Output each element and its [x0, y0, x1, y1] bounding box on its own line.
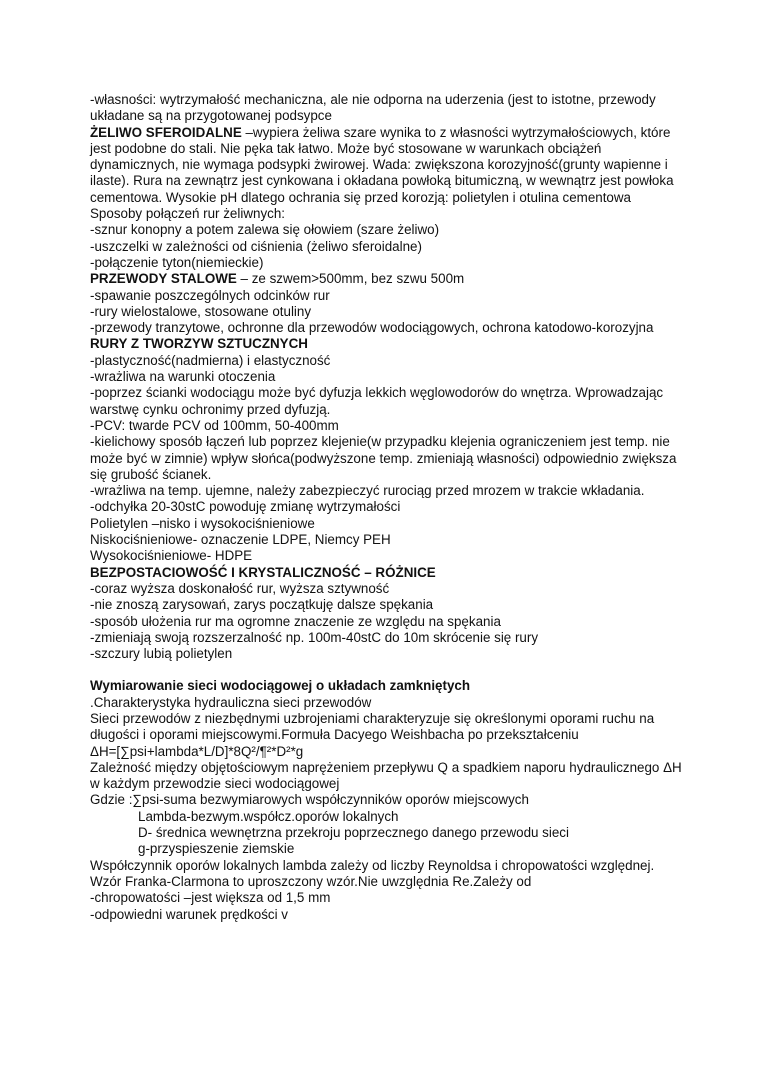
list-item: -chropowatości –jest większa od 1,5 mm: [90, 890, 331, 906]
list-item: -odpowiedni warunek prędkości v: [90, 906, 288, 922]
list-item: -zmieniają swoją rozszerzalność np. 100m-40stC do 10m skrócenie się rury: [90, 629, 539, 645]
list-item: -plastyczność(nadmierna) i elastyczność: [90, 352, 331, 368]
definition-line: D- średnica wewnętrzna przekroju poprzecznego danego przewodu sieci: [138, 825, 569, 841]
section-heading: BEZPOSTACIOWOŚĆ I KRYSTALICZNOŚĆ – RÓŻNICE: [90, 564, 436, 580]
text-line: Wzór Franka-Clarmona to uproszczony wzór.Nie uwzględnia Re.Zależy od: [90, 873, 532, 889]
definition-line: g-przyspieszenie ziemskie: [138, 841, 295, 857]
document-body: [90, 92, 690, 923]
formula-line: ΔH=[∑psi+lambda*L/D]*8Q²/¶²*D²*g: [90, 743, 304, 759]
text-paragraph: Zależność między objętościowym naprężeniem przepływu Q a spadkiem naporu hydraulicznego ΔH w każdym przewodzie sieci wodociągowej: [90, 759, 682, 792]
section-heading: PRZEWODY STALOWE: [90, 271, 237, 287]
text-paragraph: [90, 125, 690, 206]
section-heading: RURY Z TWORZYW SZTUCZNYCH: [90, 336, 308, 352]
definition-line: Lambda-bezwym.współcz.oporów lokalnych: [138, 808, 399, 824]
list-item: -sznur konopny a potem zalewa się ołowiem (szare żeliwo): [90, 222, 440, 238]
list-item: -połączenie tyton(niemieckie): [90, 254, 264, 270]
text-line: .Charakterystyka hydrauliczna sieci przewodów: [90, 694, 372, 710]
list-item: -PCV: twarde PCV od 100mm, 50-400mm: [90, 417, 339, 433]
section-heading: Wymiarowanie sieci wodociągowej o układach zamkniętych: [90, 678, 471, 694]
list-item: -uszczelki w zależności od ciśnienia (żeliwo sferoidalne): [90, 238, 422, 254]
section-heading: ŻELIWO SFEROIDALNE: [90, 124, 242, 140]
list-item: -wrażliwa na temp. ujemne, należy zabezpieczyć rurociąg przed mrozem w trakcie wkładania.: [90, 483, 645, 499]
list-item: -coraz wyższa doskonałość rur, wyższa sztywność: [90, 580, 390, 596]
text-paragraph: Sieci przewodów z niezbędnymi uzbrojeniami charakteryzuje się określonymi oporami ruchu na długości i oporami miejscowymi.Formuła Dacyego Weishbacha po przekształceniu: [90, 710, 655, 743]
list-item: -wrażliwa na warunki otoczenia: [90, 369, 276, 385]
paragraph-gap: [90, 662, 690, 678]
text-line: Sposoby połączeń rur żeliwnych:: [90, 206, 286, 222]
list-item: -szczury lubią polietylen: [90, 646, 233, 662]
list-item: -kielichowy sposób łączeń lub poprzez klejenie(w przypadku klejenia ograniczeniem jest temp. nie może być w zimnie) wpływ słońca(podwyższone temp. zmieniają własności) odpowiednio zwiększa się grubość ścianek.: [90, 434, 677, 482]
text-paragraph: Współczynnik oporów lokalnych lambda zależy od liczby Reynoldsa i chropowatości względnej.: [90, 857, 655, 873]
text-line: Gdzie :∑psi-suma bezwymiarowych współczynników oporów miejscowych: [90, 792, 529, 808]
text-line: Niskociśnieniowe- oznaczenie LDPE, Niemcy PEH: [90, 532, 391, 548]
text-line: -własności: wytrzymałość mechaniczna, ale nie odporna na uderzenia (jest to istotne, przewody układane są na przygotowanej podsypce: [90, 92, 656, 124]
list-item: -przewody tranzytowe, ochronne dla przewodów wodociągowych, ochrona katodowo-korozyjna: [90, 320, 654, 336]
paragraph-text: – ze szwem>500mm, bez szwu 500m: [236, 271, 465, 287]
list-item: -odchyłka 20-30stC powoduję zmianę wytrzymałości: [90, 499, 401, 515]
text-paragraph: [90, 271, 690, 287]
list-item: -rury wielostalowe, stosowane otuliny: [90, 303, 312, 319]
paragraph-text: –wypiera żeliwa szare wynika to z własności wytrzymałościowych, które jest podobne do stali. Nie pęka tak łatwo. Może być stosowane w warunkach obciążeń dynamicznych, nie wymaga podsypki żwirowej. Wada: zwiększona korozyjność(grunty wapienne i ilaste). Rura na zewnątrz jest cynkowana i okładana powłoką bitumiczną, w wewnątrz jest powłoka cementowa. Wysokie pH dlatego ochrania się przed korozją: polietylen i otulina cementowa: [90, 124, 674, 205]
text-line: Polietylen –nisko i wysokociśnieniowe: [90, 515, 315, 531]
text-line: Wysokociśnieniowe- HDPE: [90, 548, 253, 564]
list-item: -poprzez ścianki wodociągu może być dyfuzja lekkich węglowodorów do wnętrza. Wprowadzając warstwę cynku ochronimy przed dyfuzją.: [90, 385, 664, 417]
list-item: -nie znoszą zarysowań, zarys początkuję dalsze spękania: [90, 597, 434, 613]
list-item: -spawanie poszczególnych odcinków rur: [90, 287, 330, 303]
list-item: -sposób ułożenia rur ma ogromne znaczenie ze względu na spękania: [90, 613, 501, 629]
